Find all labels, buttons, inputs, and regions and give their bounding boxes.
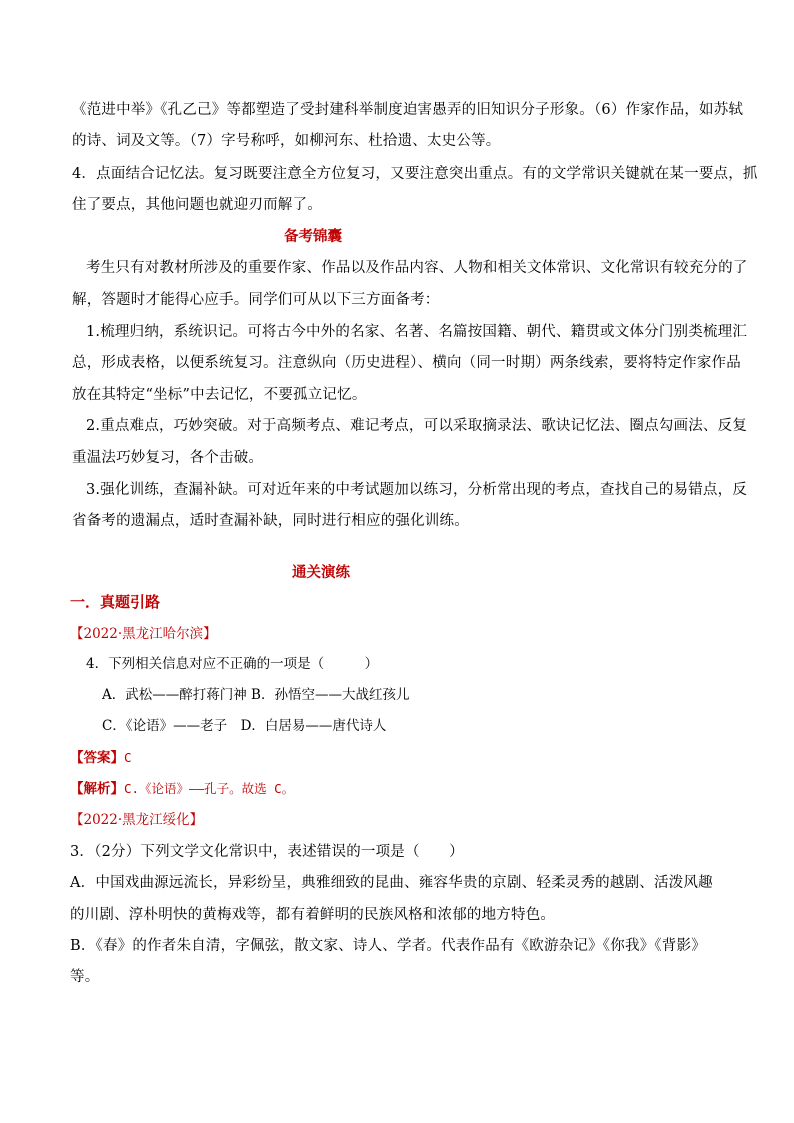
list-item-line: 3.强化训练，查漏补缺。可对近年来的中考试题加以练习，分析常出现的考点，查找自己的易错点，反 xyxy=(86,482,748,498)
subsection-heading: 一．真题引路 xyxy=(70,593,161,611)
analysis-line xyxy=(70,779,294,799)
paragraph-line: 考生只有对教材所涉及的重要作家、作品以及作品内容、人物和相关文体常识、文化常识有较充分的了 xyxy=(86,260,748,276)
option-line: A．中国戏曲源远流长，异彩纷呈，典雅细致的昆曲、雍容华贵的京剧、轻柔灵秀的越剧、活泼风趣 xyxy=(70,875,713,891)
question-options: C．《论语》——老子 D．白居易——唐代诗人 xyxy=(102,718,387,734)
question-options: A．武松——醉打蒋门神 B．孙悟空——大战红孩儿 xyxy=(102,687,410,703)
list-item-line: 放在其特定“坐标”中去记忆，不要孤立记忆。 xyxy=(72,387,367,403)
question-stem: 4．下列相关信息对应不正确的一项是（ ） xyxy=(86,656,379,672)
analysis-label: 【解析】 xyxy=(70,781,124,797)
paragraph-line: 的诗、词及文等。（7）字号称呼，如柳河东、杜拾遗、太史公等。 xyxy=(72,133,501,149)
list-item-line: 2.重点难点，巧妙突破。对于高频考点、难记考点，可以采取摘录法、歌诀记忆法、圈点勾画法、反复 xyxy=(86,418,748,434)
list-item-line: 1.梳理归纳，系统识记。可将古今中外的名家、名著、名篇按国籍、朝代、籍贯或文体分门别类梳理汇 xyxy=(86,324,748,340)
option-line: B．《春》的作者朱自清，字佩弦，散文家、诗人、学者。代表作品有《欧游杂记》《你我》《背影》 xyxy=(70,938,706,954)
section-title-beikao: 备考锦囊 xyxy=(284,228,342,245)
paragraph-line: 《范进中举》《孔乙己》等都塑造了受封建科举制度迫害愚弄的旧知识分子形象。（6）作家作品，如苏轼 xyxy=(72,102,744,118)
option-line: 等。 xyxy=(70,969,100,985)
list-item-line: 省备考的遗漏点，适时查漏补缺，同时进行相应的强化训练。 xyxy=(72,513,469,529)
paragraph-line: 住了要点，其他问题也就迎刃而解了。 xyxy=(72,197,322,213)
list-item-line: 重温法巧妙复习，各个击破。 xyxy=(72,450,264,466)
paragraph-line: 解，答题时才能得心应手。同学们可从以下三方面备考： xyxy=(72,292,440,308)
option-line: 的川剧、淳朴明快的黄梅戏等，都有着鲜明的民族风格和浓郁的地方特色。 xyxy=(70,907,556,923)
question-stem: 3．（2分）下列文学文化常识中，表述错误的一项是（ ） xyxy=(70,844,464,860)
section-title-tongguan: 通关演练 xyxy=(292,564,350,581)
question-source-tag: 【2022·黑龙江绥化】 xyxy=(70,812,204,828)
question-source-tag: 【2022·黑龙江哈尔滨】 xyxy=(70,626,217,642)
answer-label: 【答案】 xyxy=(70,750,124,766)
list-item-line: 总，形成表格，以便系统复习。注意纵向（历史进程）、横向（同一时期）两条线索，要将特定作家作品 xyxy=(72,355,741,371)
analysis-text: C.《论语》——孔子。故选 C。 xyxy=(124,781,295,796)
answer-value: C xyxy=(124,750,132,765)
paragraph-line: 4．点面结合记忆法。复习既要注意全方位复习，又要注意突出重点。有的文学常识关键就在某一要点，抓 xyxy=(72,166,758,182)
answer-line xyxy=(70,748,132,768)
